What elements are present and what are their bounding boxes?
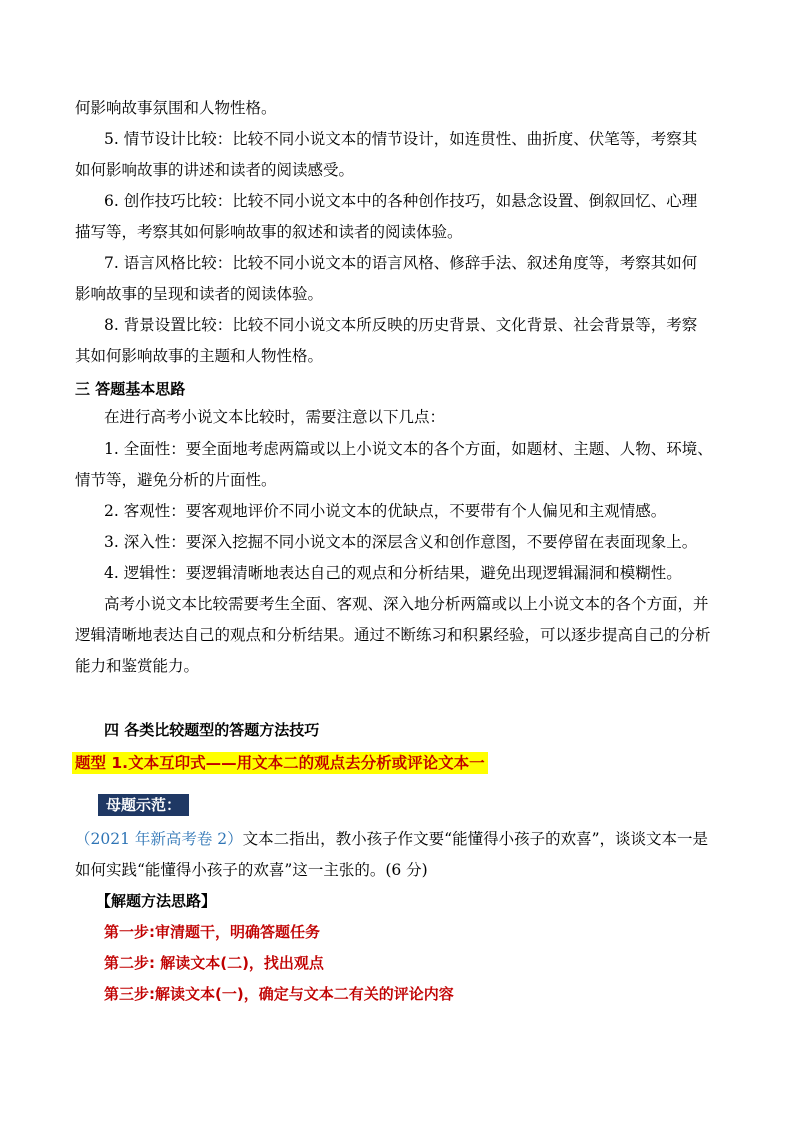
question-type-title: 题型 1.文本互印式——用文本二的观点去分析或评论文本一 — [72, 752, 488, 774]
method-heading: 【解题方法思路】 — [96, 892, 217, 910]
paragraph-continuation: 何影响故事氛围和人物性格。 — [75, 99, 277, 117]
principle-1-line1: 1. 全面性：要全面地考虑两篇或以上小说文本的各个方面，如题材、主题、人物、环境、 — [104, 440, 713, 458]
question-line2: 如何实践“能懂得小孩子的欢喜”这一主张的。(6 分) — [75, 861, 428, 879]
section-3-intro: 在进行高考小说文本比较时，需要注意以下几点： — [104, 408, 446, 426]
section-4-heading: 四 各类比较题型的答题方法技巧 — [104, 721, 320, 739]
list-item-6-line2: 描写等，考察其如何影响故事的叙述和读者的阅读体验。 — [75, 223, 463, 241]
list-item-7-line1: 7. 语言风格比较：比较不同小说文本的语言风格、修辞手法、叙述角度等，考察其如何 — [104, 254, 698, 272]
list-item-5-line1: 5. 情节设计比较：比较不同小说文本的情节设计，如连贯性、曲折度、伏笔等，考察其 — [104, 130, 698, 148]
list-item-7-line2: 影响故事的呈现和读者的阅读体验。 — [75, 285, 324, 303]
list-item-8-line2: 其如何影响故事的主题和人物性格。 — [75, 347, 324, 365]
question-text-line1: 文本二指出，教小孩子作文要“能懂得小孩子的欢喜”，谈谈文本一是 — [242, 830, 709, 848]
mother-question-tag: 母题示范： — [98, 794, 189, 816]
principle-3: 3. 深入性：要深入挖掘不同小说文本的深层含义和创作意图，不要停留在表面现象上。 — [104, 533, 698, 551]
principle-1-line2: 情节等，避免分析的片面性。 — [75, 471, 277, 489]
section-3-heading: 三 答题基本思路 — [75, 380, 186, 398]
summary-line1: 高考小说文本比较需要考生全面、客观、深入地分析两篇或以上小说文本的各个方面，并 — [104, 595, 709, 613]
question-source: （2021 年新高考卷 2） — [75, 830, 243, 848]
summary-line3: 能力和鉴赏能力。 — [75, 657, 200, 675]
principle-2: 2. 客观性：要客观地评价不同小说文本的优缺点，不要带有个人偏见和主观情感。 — [104, 502, 667, 520]
list-item-8-line1: 8. 背景设置比较：比较不同小说文本所反映的历史背景、文化背景、社会背景等，考察 — [104, 316, 698, 334]
step-3: 第三步:解读文本(一)，确定与文本二有关的评论内容 — [104, 985, 454, 1003]
list-item-5-line2: 如何影响故事的讲述和读者的阅读感受。 — [75, 161, 355, 179]
principle-4: 4. 逻辑性：要逻辑清晰地表达自己的观点和分析结果，避免出现逻辑漏洞和模糊性。 — [104, 564, 682, 582]
step-1: 第一步:审清题干，明确答题任务 — [104, 923, 321, 941]
step-2: 第二步: 解读文本(二)，找出观点 — [104, 954, 324, 972]
question-line1 — [75, 829, 725, 849]
list-item-6-line1: 6. 创作技巧比较：比较不同小说文本中的各种创作技巧，如悬念设置、倒叙回忆、心理 — [104, 192, 698, 210]
summary-line2: 逻辑清晰地表达自己的观点和分析结果。通过不断练习和积累经验，可以逐步提高自己的分析 — [75, 626, 711, 644]
